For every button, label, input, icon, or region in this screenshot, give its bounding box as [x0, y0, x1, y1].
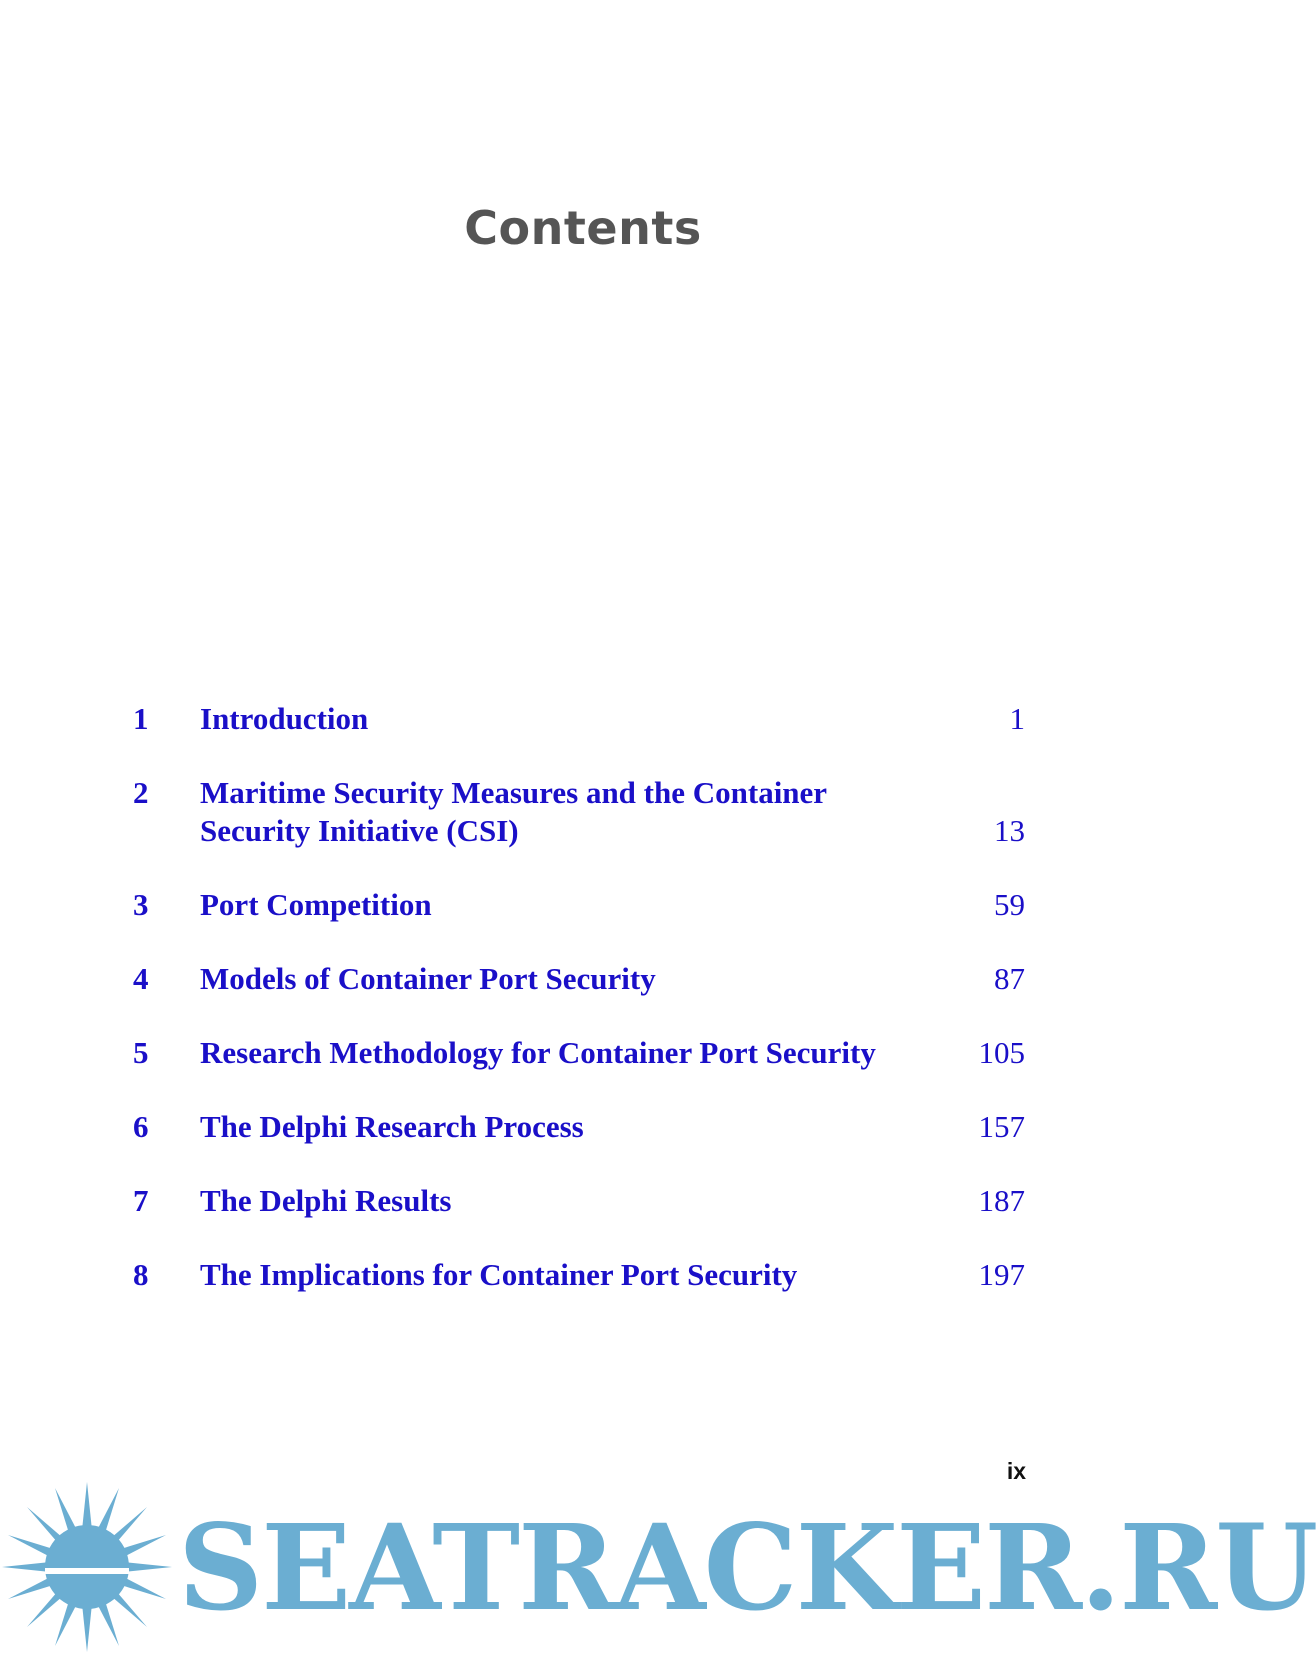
- toc-chapter-number: 1: [133, 701, 149, 736]
- toc-page-number: 13: [994, 813, 1025, 848]
- toc-entry[interactable]: [133, 1182, 1033, 1220]
- toc-chapter-title[interactable]: Maritime Security Measures and the Container Security Initiative (CSI): [200, 775, 827, 848]
- toc-chapter-number: 4: [133, 961, 149, 996]
- watermark: [0, 1480, 1316, 1654]
- toc-chapter-number: 8: [133, 1257, 149, 1292]
- toc-chapter-title[interactable]: Research Methodology for Container Port Security: [200, 1035, 876, 1070]
- toc-page-number: 1: [1009, 701, 1025, 736]
- toc-entry[interactable]: [133, 1034, 1033, 1072]
- toc-chapter-number: 3: [133, 887, 149, 922]
- watermark-text: SEATRACKER.RU: [178, 1498, 1316, 1637]
- toc-entry[interactable]: [133, 886, 1033, 924]
- toc-chapter-title[interactable]: The Delphi Research Process: [200, 1109, 584, 1144]
- toc-chapter-number: 6: [133, 1109, 149, 1144]
- table-of-contents: [133, 700, 1033, 1330]
- toc-chapter-title[interactable]: The Delphi Results: [200, 1183, 452, 1218]
- toc-page-number: 87: [994, 961, 1025, 996]
- toc-chapter-title[interactable]: The Implications for Container Port Security: [200, 1257, 798, 1292]
- toc-chapter-title[interactable]: Models of Container Port Security: [200, 961, 656, 996]
- toc-entry[interactable]: [133, 1108, 1033, 1146]
- sun-icon: [0, 1480, 174, 1654]
- toc-chapter-number: 7: [133, 1183, 149, 1218]
- toc-page-number: 157: [978, 1109, 1025, 1144]
- page-folio: ix: [1006, 1458, 1026, 1484]
- toc-chapter-number: 5: [133, 1035, 149, 1070]
- toc-entry[interactable]: [133, 960, 1033, 998]
- page-title: Contents: [464, 200, 702, 255]
- toc-chapter-title[interactable]: Introduction: [200, 701, 369, 736]
- toc-entry[interactable]: [133, 774, 1033, 850]
- toc-page-number: 59: [994, 887, 1025, 922]
- toc-entry[interactable]: [133, 700, 1033, 738]
- toc-page-number: 197: [978, 1257, 1025, 1292]
- toc-chapter-number: 2: [133, 775, 149, 810]
- toc-chapter-title[interactable]: Port Competition: [200, 887, 432, 922]
- toc-entry[interactable]: [133, 1256, 1033, 1294]
- toc-page-number: 187: [978, 1183, 1025, 1218]
- toc-page-number: 105: [978, 1035, 1025, 1070]
